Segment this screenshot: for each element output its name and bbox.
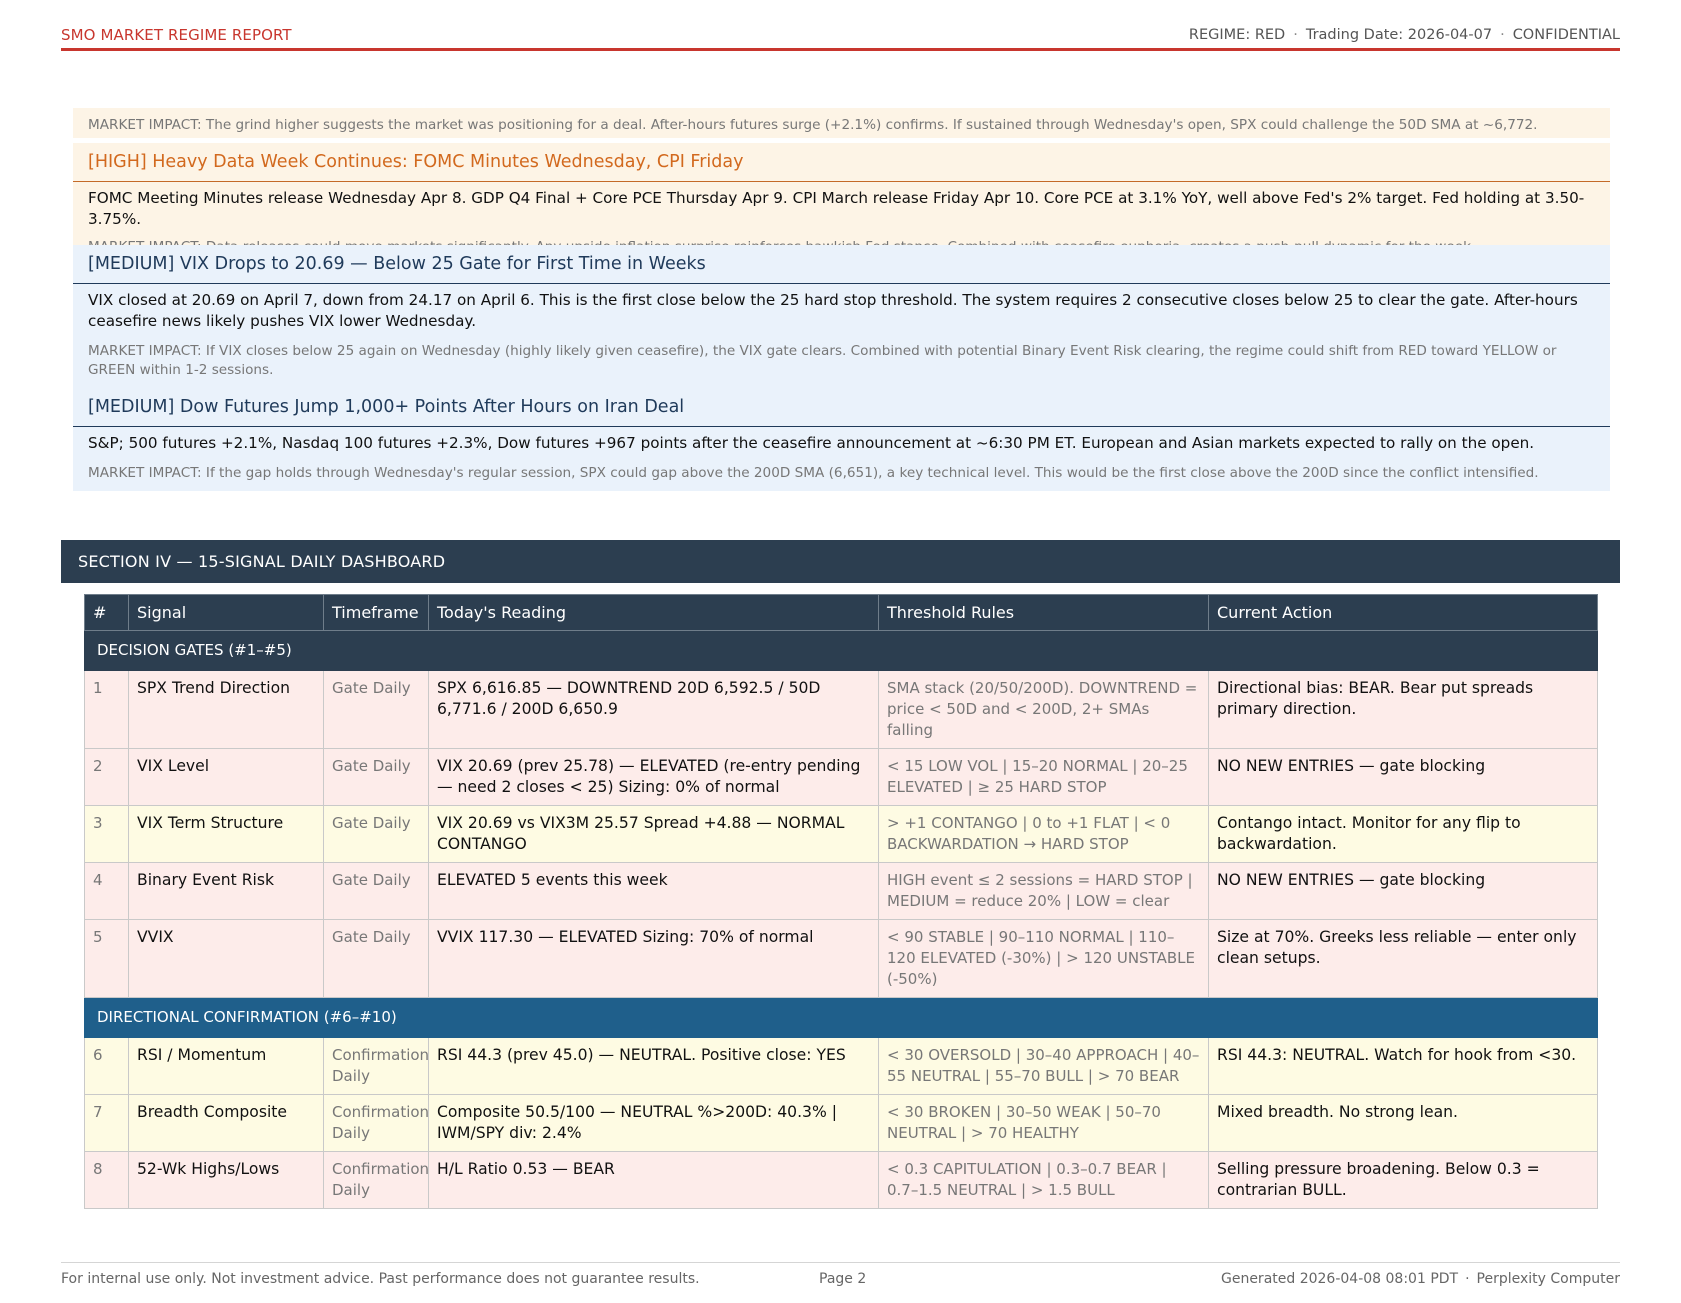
signal-name: VIX Level <box>129 749 324 806</box>
news-body: VIX closed at 20.69 on April 7, down from 24.17 on April 6. This is the first close below the 25 hard stop threshold. The system requires 2 consecutive closes below 25 to clear the gate. After-hours ceasefire news likely pushes VIX lower Wednesday. <box>88 291 1578 330</box>
news-body: S&P; 500 futures +2.1%, Nasdaq 100 futures +2.3%, Dow futures +967 points after the ceasefire announcement at ~6:30 PM ET. European and Asian markets expected to rally on the open. <box>88 434 1535 452</box>
market-impact-text: MARKET IMPACT: If the gap holds through Wednesday's regular session, SPX could gap above the 200D SMA (6,651), a key technical level. This would be the first close above the 200D since the conflict intensified. <box>88 465 1539 481</box>
table-row <box>85 1152 1598 1209</box>
signal-timeframe: Gate Daily <box>324 863 429 920</box>
signal-name: SPX Trend Direction <box>129 671 324 749</box>
signal-reading: H/L Ratio 0.53 — BEAR <box>429 1152 879 1209</box>
market-impact-text: MARKET IMPACT: If VIX closes below 25 again on Wednesday (highly likely given ceasefire), the VIX gate clears. Combined with potential Binary Event Risk clearing, the regime could shift from RED toward YELLOW or GREEN within 1-2 sessions. <box>88 343 1557 378</box>
signal-reading: VVIX 117.30 — ELEVATED Sizing: 70% of normal <box>429 920 879 998</box>
report-meta <box>1189 27 1620 43</box>
signal-number: 1 <box>85 671 129 749</box>
signal-name: VVIX <box>129 920 324 998</box>
signal-threshold: < 30 BROKEN | 30–50 WEAK | 50–70 NEUTRAL | > 70 HEALTHY <box>879 1095 1209 1152</box>
signal-name: Breadth Composite <box>129 1095 324 1152</box>
footer-disclaimer: For internal use only. Not investment advice. Past performance does not guarantee results. <box>61 1271 700 1287</box>
signal-reading: ELEVATED 5 events this week <box>429 863 879 920</box>
col-header-threshold: Threshold Rules <box>879 595 1209 631</box>
news-body: FOMC Meeting Minutes release Wednesday Apr 8. GDP Q4 Final + Core PCE Thursday Apr 9. CPI March release Friday Apr 10. Core PCE at 3.1% YoY, well above Fed's 2% target. Fed holding at 3.50-3.75%. <box>88 189 1585 228</box>
signal-action: Contango intact. Monitor for any flip to backwardation. <box>1209 806 1598 863</box>
signal-reading: SPX 6,616.85 — DOWNTREND 20D 6,592.5 / 50D 6,771.6 / 200D 6,650.9 <box>429 671 879 749</box>
news-item-dow-futures <box>73 388 1610 491</box>
signal-threshold: HIGH event ≤ 2 sessions = HARD STOP | MEDIUM = reduce 20% | LOW = clear <box>879 863 1209 920</box>
report-footer <box>61 1262 1620 1287</box>
signal-number: 4 <box>85 863 129 920</box>
signal-number: 8 <box>85 1152 129 1209</box>
group-row-directional-confirmation <box>85 998 1598 1038</box>
signal-number: 5 <box>85 920 129 998</box>
signal-threshold: < 90 STABLE | 90–110 NORMAL | 110–120 ELEVATED (-30%) | > 120 UNSTABLE (-50%) <box>879 920 1209 998</box>
signal-timeframe: Gate Daily <box>324 806 429 863</box>
group-label: DECISION GATES (#1–#5) <box>85 631 1598 671</box>
signal-reading: VIX 20.69 vs VIX3M 25.57 Spread +4.88 — NORMAL CONTANGO <box>429 806 879 863</box>
classification-label: CONFIDENTIAL <box>1512 27 1620 43</box>
trading-date: Trading Date: 2026-04-07 <box>1305 27 1493 43</box>
news-headline: [MEDIUM] VIX Drops to 20.69 — Below 25 Gate for First Time in Weeks <box>73 245 1610 284</box>
signal-timeframe: Gate Daily <box>324 920 429 998</box>
signal-threshold: > +1 CONTANGO | 0 to +1 FLAT | < 0 BACKWARDATION → HARD STOP <box>879 806 1209 863</box>
signal-number: 2 <box>85 749 129 806</box>
news-impact-continuation <box>73 108 1610 138</box>
signal-number: 6 <box>85 1038 129 1095</box>
news-headline: [HIGH] Heavy Data Week Continues: FOMC Minutes Wednesday, CPI Friday <box>73 143 1610 182</box>
meta-separator: · <box>1500 27 1505 43</box>
signal-dashboard-table <box>84 594 1598 1209</box>
col-header-timeframe: Timeframe <box>324 595 429 631</box>
signal-threshold: < 15 LOW VOL | 15–20 NORMAL | 20–25 ELEVATED | ≥ 25 HARD STOP <box>879 749 1209 806</box>
news-headline: [MEDIUM] Dow Futures Jump 1,000+ Points After Hours on Iran Deal <box>73 388 1610 427</box>
report-header <box>61 26 1620 51</box>
generator-name: Perplexity Computer <box>1476 1271 1620 1287</box>
generated-timestamp: Generated 2026-04-08 08:01 PDT <box>1220 1271 1459 1287</box>
signal-threshold: < 30 OVERSOLD | 30–40 APPROACH | 40–55 NEUTRAL | 55–70 BULL | > 70 BEAR <box>879 1038 1209 1095</box>
signal-threshold: < 0.3 CAPITULATION | 0.3–0.7 BEAR | 0.7–1.5 NEUTRAL | > 1.5 BULL <box>879 1152 1209 1209</box>
signal-name: VIX Term Structure <box>129 806 324 863</box>
signal-reading: RSI 44.3 (prev 45.0) — NEUTRAL. Positive close: YES <box>429 1038 879 1095</box>
table-row <box>85 671 1598 749</box>
table-row <box>85 1095 1598 1152</box>
news-item-vix-drops <box>73 245 1610 388</box>
table-header-row <box>85 595 1598 631</box>
signal-timeframe: Gate Daily <box>324 671 429 749</box>
col-header-reading: Today's Reading <box>429 595 879 631</box>
signal-number: 7 <box>85 1095 129 1152</box>
col-header-num: # <box>85 595 129 631</box>
page-number: Page 2 <box>819 1271 867 1287</box>
signal-threshold: SMA stack (20/50/200D). DOWNTREND = price < 50D and < 200D, 2+ SMAs falling <box>879 671 1209 749</box>
signal-action: RSI 44.3: NEUTRAL. Watch for hook from <30. <box>1209 1038 1598 1095</box>
footer-separator: · <box>1465 1271 1470 1287</box>
table-row <box>85 920 1598 998</box>
signal-action: Selling pressure broadening. Below 0.3 = contrarian BULL. <box>1209 1152 1598 1209</box>
signal-name: RSI / Momentum <box>129 1038 324 1095</box>
section-title-bar: SECTION IV — 15-SIGNAL DAILY DASHBOARD <box>61 540 1620 583</box>
market-impact-text: MARKET IMPACT: The grind higher suggests the market was positioning for a deal. After-hours futures surge (+2.1%) confirms. If sustained through Wednesday's open, SPX could challenge the 50D SMA at ~6,772. <box>88 117 1538 133</box>
signal-name: 52-Wk Highs/Lows <box>129 1152 324 1209</box>
group-row-decision-gates <box>85 631 1598 671</box>
signal-action: NO NEW ENTRIES — gate blocking <box>1209 863 1598 920</box>
signal-timeframe: Confirmation Daily <box>324 1152 429 1209</box>
signal-name: Binary Event Risk <box>129 863 324 920</box>
signal-timeframe: Confirmation Daily <box>324 1095 429 1152</box>
signal-action: Mixed breadth. No strong lean. <box>1209 1095 1598 1152</box>
group-label: DIRECTIONAL CONFIRMATION (#6–#10) <box>85 998 1598 1038</box>
signal-number: 3 <box>85 806 129 863</box>
col-header-action: Current Action <box>1209 595 1598 631</box>
regime-label: REGIME: RED <box>1188 27 1286 43</box>
table-row <box>85 749 1598 806</box>
table-row <box>85 1038 1598 1095</box>
signal-action: Directional bias: BEAR. Bear put spreads primary direction. <box>1209 671 1598 749</box>
signal-timeframe: Gate Daily <box>324 749 429 806</box>
col-header-signal: Signal <box>129 595 324 631</box>
report-title: SMO MARKET REGIME REPORT <box>61 26 292 44</box>
signal-timeframe: Confirmation Daily <box>324 1038 429 1095</box>
signal-action: NO NEW ENTRIES — gate blocking <box>1209 749 1598 806</box>
signal-reading: Composite 50.5/100 — NEUTRAL %>200D: 40.3% | IWM/SPY div: 2.4% <box>429 1095 879 1152</box>
signal-action: Size at 70%. Greeks less reliable — enter only clean setups. <box>1209 920 1598 998</box>
footer-generated <box>1221 1271 1620 1287</box>
table-row <box>85 806 1598 863</box>
table-row <box>85 863 1598 920</box>
signal-reading: VIX 20.69 (prev 25.78) — ELEVATED (re-entry pending — need 2 closes < 25) Sizing: 0% of normal <box>429 749 879 806</box>
meta-separator: · <box>1293 27 1298 43</box>
